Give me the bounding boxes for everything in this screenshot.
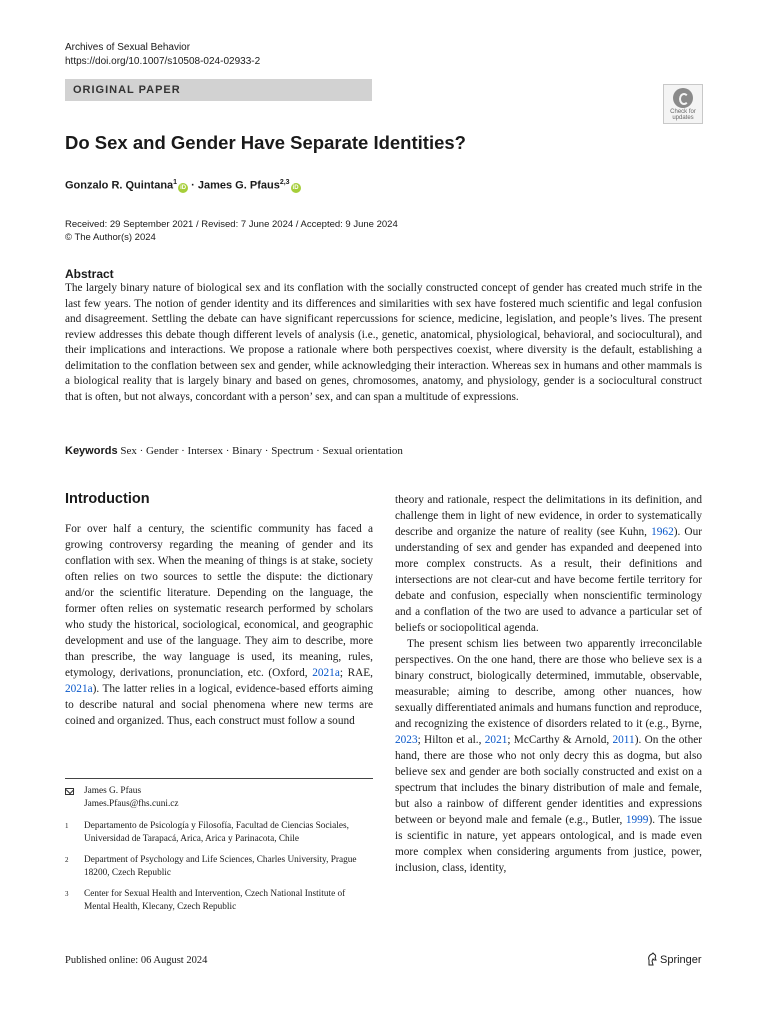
author-separator: · <box>191 179 195 192</box>
affiliation-1 <box>65 820 373 846</box>
check-updates-line2: updates <box>672 115 694 121</box>
author-2-affil: 2,3 <box>279 179 290 186</box>
citation-link[interactable]: 2011 <box>612 734 635 746</box>
orcid-icon[interactable]: iD <box>292 184 299 191</box>
check-updates-line1: Check for <box>670 109 696 115</box>
author-list <box>65 179 301 193</box>
citation-link[interactable]: 2023 <box>395 734 418 746</box>
paper-title: Do Sex and Gender Have Separate Identities? <box>65 132 466 153</box>
affiliation-3 <box>65 888 373 914</box>
citation-link[interactable]: 2021a <box>312 667 340 679</box>
footnote-divider <box>65 778 373 779</box>
keywords <box>65 445 403 457</box>
orcid-icon[interactable]: iD <box>180 184 187 191</box>
citation-link[interactable]: 1962 <box>651 526 674 538</box>
copyright: © The Author(s) 2024 <box>65 232 156 243</box>
affiliation-text: Center for Sexual Health and Intervention, Czech National Institute of Mental Health, Klecany, Czech Republic <box>84 889 346 912</box>
check-for-updates-badge[interactable] <box>663 84 703 124</box>
citation-link[interactable]: 1999 <box>625 814 649 826</box>
keywords-list: Sex · Gender · Intersex · Binary · Spectrum · Sexual orientation <box>120 445 403 457</box>
article-dates <box>65 218 398 244</box>
abstract-text: The largely binary nature of biological sex and its conflation with the socially constructed concept of gender has created much strife in the last few years. The notion of gender identity and its differences and similarities with sex have fostered much scientific and legal confusion and disagreement. Settling the debate can have significant repercussions for science, medicine, legislation, and people’s lives. The present review addresses this debate though different levels of analysis (i.e., genetic, anatomical, physiological, behavioral, and sociocultural), and their implications and interactions. We propose a rationale where both perspectives coexist, where diversity is the default, establishing a delimitation to the conflation between sex and gender, while acknowledging their interaction. Whereas sex in humans and other mammals is a biological reality that is largely binary and based on genes, chromosomes, anatomy, and physiology, gender is a sociocultural construct that is often, but not always, concordant with a person’ sex, and can span a multitude of expressions. <box>65 282 702 403</box>
citation-link[interactable]: 2021a <box>65 683 93 695</box>
publisher-name: Springer <box>660 954 702 966</box>
paragraph: For over half a century, the scientific community has faced a growing controversy regarding the meaning of gender and its conflation with sex. When the meaning of things is at stake, society often relies on two sources to settle the dispute: the dictionary and/or the scientific literature. Depending on the language, the former often relies on systematic research performed by scholars who study the historical, sociological, economical, and geographic development and use of the language. They aim to describe, more than prescribe, the way language is used, its meaning, rules, etymology, derivations, pronunciation, etc. (Oxford, 2021a; RAE, 2021a). The latter relies in a logical, evidence-based efforts aiming to describe natural and social phenomena where new terms are coined and organized. Thus, each construct must follow a sound <box>65 523 374 727</box>
abstract-heading: Abstract <box>65 267 114 281</box>
envelope-icon <box>65 788 74 795</box>
author-2[interactable]: James G. Pfaus <box>197 179 280 192</box>
corresponding-author <box>65 785 373 811</box>
body-column-left <box>65 521 373 729</box>
paragraph: The present schism lies between two apparently irreconcilable perspectives. On the one hand, there are those who believe sex is a binary construct, biologically determined, immutable, observable, measurable; aiming to describe, among other nuances, how sexually differentiated animals and humans function and reproduce, and recognizing the existence of disorders related to it (e.g., Byrne, 2023; Hilton et al., 2021; McCarthy & Arnold, 2011). On the other hand, there are those who not only decry this as dogma, but also believe sex and gender are both socially constructed and exist on a spectrum that includes the binary distribution of male and female, but also a rainbow of different gender identities and expressions between or beyond male and female (e.g., Butler, 1999). The issue is scientific in nature, yet appears ontological, and is made even more complex when considering arguments from justice, power, inclusion, class, identity, <box>395 638 703 874</box>
footnote-mark: 3 <box>65 890 69 898</box>
doi-link[interactable]: https://doi.org/10.1007/s10508-024-02933-2 <box>65 56 261 67</box>
affiliation-2 <box>65 854 373 880</box>
body-column-right <box>395 492 702 876</box>
history-dates: Received: 29 September 2021 / Revised: 7 June 2024 / Accepted: 9 June 2024 <box>65 219 398 230</box>
corresponding-email[interactable]: James.Pfaus@fhs.cuni.cz <box>84 799 179 809</box>
corresponding-name: James G. Pfaus <box>84 786 142 796</box>
introduction-heading: Introduction <box>65 491 150 507</box>
author-1[interactable]: Gonzalo R. Quintana <box>65 179 174 192</box>
springer-horse-icon <box>646 952 658 966</box>
citation-link[interactable]: 2021 <box>484 734 508 746</box>
author-1-affil: 1 <box>173 179 178 186</box>
footnote-mark: 2 <box>65 856 69 864</box>
keywords-label: Keywords <box>65 445 118 457</box>
journal-header <box>65 41 260 69</box>
publisher-logo <box>646 952 702 966</box>
affiliation-text: Department of Psychology and Life Sciences, Charles University, Prague 18200, Czech Republic <box>84 855 357 878</box>
published-date: Published online: 06 August 2024 <box>65 955 208 966</box>
section-label: ORIGINAL PAPER <box>65 79 372 101</box>
affiliation-text: Departamento de Psicología y Filosofía, Facultad de Ciencias Sociales, Universidad de Tarapacá, Arica, Arica y Parinacota, Chile <box>84 821 349 844</box>
paragraph: theory and rationale, respect the delimitations in its definition, and challenge them in light of new evidence, in order to systematically describe and organize the nature of reality (see Kuhn, 1962). Our understanding of sex and gender has expanded and deepened into more complex constructs. As a result, their definitions and intersections are not clear-cut and have become fertile territory for debate and confusion, especially when nonscientific terminology and a conflation of the two are used to advance a particular set of beliefs or sociopolitical agenda. <box>395 494 702 634</box>
journal-name: Archives of Sexual Behavior <box>65 42 191 53</box>
check-updates-icon <box>673 88 693 108</box>
footnote-mark: 1 <box>65 822 69 830</box>
footnotes <box>65 785 373 914</box>
